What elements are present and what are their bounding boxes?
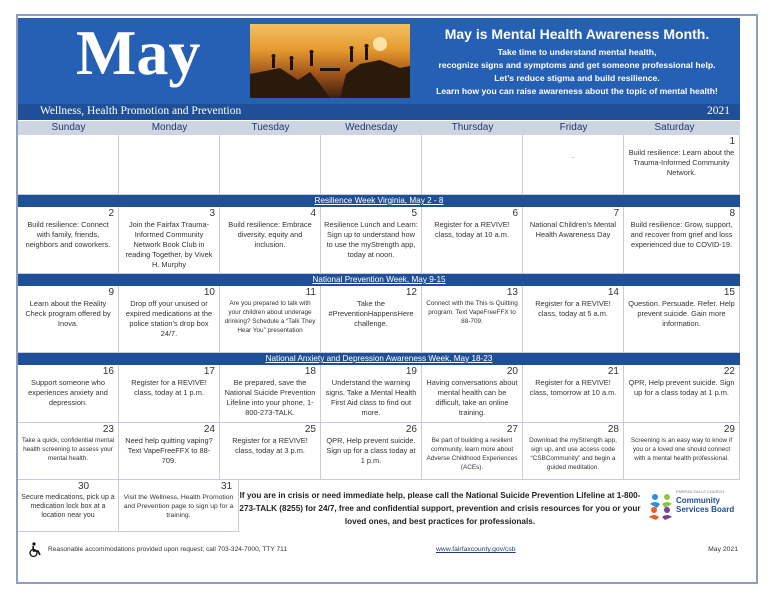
weekday-wednesday: Wednesday: [345, 122, 398, 133]
csb-logo: [642, 480, 740, 532]
day-number: 25: [304, 424, 316, 435]
day-cell: [624, 365, 740, 423]
website-link[interactable]: www.fairfaxcounty.gov/csb: [436, 546, 516, 553]
day-cell: [119, 207, 220, 274]
day-cell: [18, 207, 119, 274]
section-title: Wellness, Health Promotion and Prevention: [40, 105, 242, 117]
day-text[interactable]: Understand the warning signs. Take a Mental Health First Aid class to find out more.: [325, 378, 417, 417]
day-number: 11: [305, 287, 316, 298]
weekday-header: [18, 121, 740, 135]
day-number: 31: [221, 481, 233, 492]
weekday-tuesday: Tuesday: [251, 122, 290, 133]
footer: [18, 540, 740, 562]
day-text[interactable]: Be prepared, save the National Suicide Prevention Lifeline into your phone, 1-800-273-TALK.: [224, 378, 316, 417]
day-cell: [624, 423, 740, 480]
day-text[interactable]: Screening is an easy way to know if you or a loved one should connect with a mental health professional.: [630, 437, 733, 462]
day-text[interactable]: Having conversations about mental health can be difficult, take an online training.: [426, 378, 518, 417]
day-number: 17: [203, 366, 215, 377]
day-number: 3: [209, 208, 215, 219]
day-text[interactable]: Secure medications, pick up a medication lock box at a location near you: [21, 494, 115, 519]
day-text[interactable]: Join the Fairfax Trauma-Informed Community Network Book Club in reading Together, by Vivek H. Murphy: [125, 220, 213, 269]
csb-line2: Services Board: [676, 505, 735, 514]
day-number: 16: [102, 366, 114, 377]
day-number: 26: [405, 424, 417, 435]
empty-day: [119, 135, 220, 195]
day-number: 7: [613, 208, 619, 219]
day-text[interactable]: Register for a REVIVE! class, today at 1 p.m.: [131, 378, 207, 397]
day-number: 9: [108, 287, 114, 298]
day-cell: [220, 365, 321, 423]
day-text[interactable]: Register for a REVIVE! class, today at 3 p.m.: [232, 436, 308, 455]
section-bar: [18, 104, 740, 120]
day-cell: [18, 423, 119, 480]
day-cell: [523, 286, 624, 353]
day-text[interactable]: Take the #PreventionHappensHere challenge.: [328, 299, 414, 328]
empty-day: [422, 135, 523, 195]
day-cell: [523, 365, 624, 423]
teamwork-photo: [250, 24, 410, 98]
day-cell: [119, 423, 220, 480]
day-number: 27: [506, 424, 518, 435]
day-text[interactable]: Learn about the Reality Check program offered by Inova.: [25, 299, 111, 328]
day-text[interactable]: Resilience Lunch and Learn: Sign up to understand how to use the myStrength app, today at noon.: [324, 220, 418, 259]
empty-day: [220, 135, 321, 195]
day-number: 30: [78, 481, 90, 492]
day-number: 5: [411, 208, 417, 219]
day-cell: [119, 286, 220, 353]
accommodations-note: Reasonable accommodations provided upon request; call 703-324-7000, TTY 711: [48, 546, 287, 553]
day-cell: [220, 286, 321, 353]
day-cell: [422, 365, 523, 423]
day-number: 8: [729, 208, 735, 219]
day-text[interactable]: Register for a REVIVE! class, today at 5 a.m.: [535, 299, 611, 318]
day-number: 21: [607, 366, 619, 377]
tagline: [422, 46, 732, 98]
day-text[interactable]: Need help quitting vaping? Text VapeFreeFFX to 88-709.: [125, 436, 213, 465]
csb-line1: Community: [676, 496, 720, 505]
day-cell: [523, 423, 624, 480]
day-cell: [422, 207, 523, 274]
tagline-line: recognize signs and symptoms and get someone professional help.: [438, 60, 716, 70]
day-cell: [220, 207, 321, 274]
day-text[interactable]: Build resilience: Learn about the Trauma-Informed Community Network.: [628, 148, 735, 177]
day-text[interactable]: National Children’s Mental Health Awareness Day: [529, 220, 617, 239]
day-text[interactable]: Support someone who experiences anxiety and depression.: [28, 378, 108, 407]
day-text[interactable]: Register for a REVIVE! class, today at 10 a.m.: [434, 220, 510, 239]
weekday-monday: Monday: [151, 122, 188, 133]
day-cell: [119, 365, 220, 423]
day-number: 10: [203, 287, 215, 298]
day-number: 29: [723, 424, 735, 435]
day-cell: [321, 365, 422, 423]
week-banner: [18, 353, 740, 365]
day-cell: [624, 207, 740, 274]
week-banner-text: National Anxiety and Depression Awareness Week, May 18-23: [265, 354, 493, 363]
day-cell: [422, 423, 523, 480]
day-number: 6: [512, 208, 518, 219]
day-number: 19: [405, 366, 417, 377]
day-text[interactable]: Drop off your unused or expired medications at the police station’s drop box 24/7.: [125, 299, 213, 338]
footer-date: May 2021: [708, 546, 738, 553]
day-cell: [422, 286, 523, 353]
weekday-thursday: Thursday: [451, 122, 494, 133]
day-cell: [220, 423, 321, 480]
day-text[interactable]: Be part of building a resilient community, learn more about Adverse Childhood Experiences (ACEs).: [426, 437, 518, 471]
header-banner: [18, 18, 740, 104]
csb-people-icon: [648, 492, 674, 520]
day-number: 22: [723, 366, 735, 377]
day-text[interactable]: Build resilience: Grow, support, and recover from grief and loss experienced due to COVID-19.: [630, 220, 733, 249]
day-cell: [18, 480, 119, 532]
day-number: 15: [723, 287, 735, 298]
crisis-message: If you are in crisis or need immediate help, please call the National Suicide Prevention Lifeline at 1-800-273-TALK (8255) for 24/7, free and confidential support, prevention and crisis resources for you or your loved ones, and best practices for professionals.: [239, 491, 641, 526]
day-text[interactable]: Take a quick, confidential mental health screening to assess your mental health.: [21, 437, 115, 462]
day-number: 18: [304, 366, 316, 377]
week-banner-text[interactable]: Resilience Week Virginia, May 2 - 8: [314, 196, 444, 205]
headline: May is Mental Health Awareness Month.: [444, 26, 710, 42]
day-cell: [18, 365, 119, 423]
day-text: .: [571, 151, 575, 160]
day-cell: [119, 480, 239, 532]
day-number: 13: [506, 287, 518, 298]
day-text[interactable]: Are you prepared to talk with your children about underage drinking? Schedule a “Talk They Hear You” presentation: [224, 300, 316, 334]
empty-day: [18, 135, 119, 195]
day-cell: [624, 135, 740, 195]
day-cell: [321, 286, 422, 353]
day-number: 1: [729, 136, 735, 147]
day-text[interactable]: Build resilience: Connect with family, friends, neighbors and coworkers.: [25, 220, 111, 249]
day-text[interactable]: QPR, Help prevent suicide. Sign up for a class today at 1 p.m.: [628, 378, 735, 397]
day-text[interactable]: Connect with the This is Quitting program. Text VapeFreeFFX to 88-709.: [426, 300, 518, 325]
year: 2021: [707, 105, 730, 117]
empty-day: [321, 135, 422, 195]
empty-day: [523, 135, 624, 195]
tagline-line: Learn how you can raise awareness about the topic of mental health!: [436, 86, 718, 96]
day-number: 28: [607, 424, 619, 435]
month-title: May: [76, 17, 201, 88]
day-cell: [624, 286, 740, 353]
day-number: 12: [405, 287, 417, 298]
day-number: 14: [607, 287, 619, 298]
day-number: 20: [506, 366, 518, 377]
day-cell: [523, 207, 624, 274]
day-number: 4: [310, 208, 316, 219]
day-number: 2: [108, 208, 114, 219]
tagline-line: Let’s reduce stigma and build resilience.: [494, 73, 660, 83]
day-text[interactable]: Build resilience: Embrace diversity, equity and inclusion.: [228, 220, 312, 249]
day-cell: [321, 207, 422, 274]
day-number: 23: [102, 424, 114, 435]
weekday-sunday: Sunday: [51, 122, 86, 133]
week-banner: [18, 195, 740, 207]
day-cell: [18, 286, 119, 353]
day-text[interactable]: Register for a REVIVE! class, tomorrow at 10 a.m.: [529, 378, 617, 397]
day-cell: [321, 423, 422, 480]
day-text[interactable]: Download the myStrength app, sign up, and use access code “CSBCommunity” and begin a guided meditation.: [529, 437, 617, 471]
day-text[interactable]: QPR, Help prevent suicide. Sign up for a class today at 1 p.m.: [326, 436, 416, 465]
day-text[interactable]: Question. Persuade. Refer. Help prevent suicide. Gain more information.: [628, 299, 735, 328]
wheelchair-icon: [28, 542, 42, 558]
week-banner: [18, 274, 740, 286]
weekday-friday: Friday: [559, 122, 588, 133]
tagline-line: Take time to understand mental health,: [497, 47, 657, 57]
day-number: 24: [203, 424, 215, 435]
week-banner-text: National Prevention Week, May 9-15: [312, 275, 446, 284]
csb-name: [676, 496, 734, 514]
weekday-saturday: Saturday: [654, 122, 695, 133]
csb-top-text: FAIRFAX-FALLS CHURCH: [676, 489, 725, 494]
day-text[interactable]: Visit the Wellness, Health Promotion and Prevention page to sign up for a training.: [123, 494, 234, 519]
